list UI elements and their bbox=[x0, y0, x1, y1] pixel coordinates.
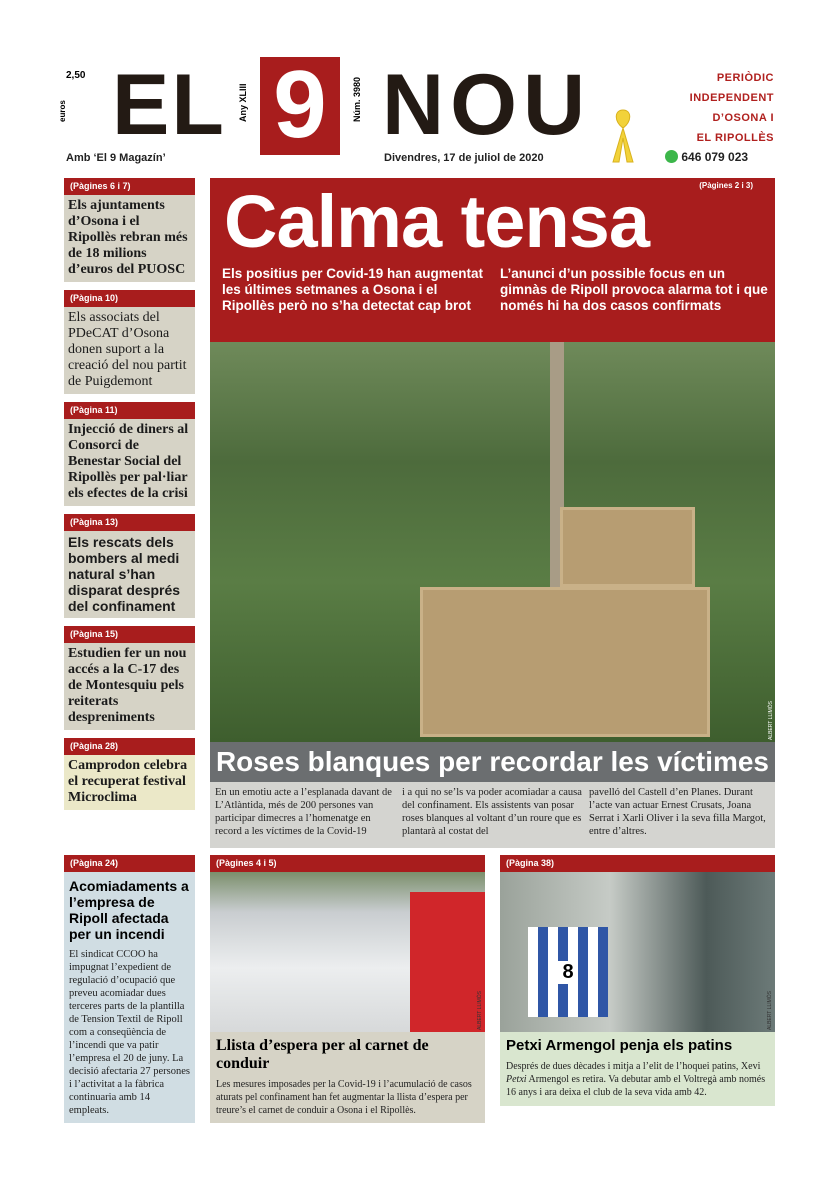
jersey-number: 8 bbox=[558, 961, 577, 984]
page-ref: (Pàgina 13) bbox=[64, 514, 195, 531]
lead-deck-right: L’anunci d’un possible focus en un gimnàs de Ripoll provoca alarma tot i que només hi ha dos casos confirmats bbox=[500, 266, 768, 313]
body-text: Armengol es retira. Va debutar amb el Voltregà amb només 16 anys i ara deixa el club de la seva vida amb 42. bbox=[506, 1074, 766, 1098]
photo-story-title-bar bbox=[210, 742, 775, 782]
page-ref: (Pàgines 4 i 5) bbox=[210, 855, 485, 872]
photo-credit: ALBERT LLIMÓS bbox=[477, 991, 483, 1030]
year-label: Any XLIII bbox=[238, 83, 248, 122]
story-body: Les mesures imposades per la Covid-19 i l’acumulació de casos aturats pel confinament han fet augmentar la llista d’espera per treure’s el carnet de conduir a Osona i el Ripollès. bbox=[216, 1079, 472, 1116]
page-ref: (Pàgina 10) bbox=[64, 290, 195, 307]
story-title: Injecció de diners al Consorci de Benestar Social del Ripollès per pal·liar els efectes de la crisi bbox=[64, 419, 195, 506]
story-body bbox=[500, 1060, 775, 1099]
page-ref: (Pàgines 6 i 7) bbox=[64, 178, 195, 195]
car-photo bbox=[210, 872, 485, 1032]
tagline bbox=[690, 68, 774, 148]
planter bbox=[420, 587, 710, 737]
player-photo bbox=[500, 872, 775, 1032]
page-ref: (Pàgina 15) bbox=[64, 626, 195, 643]
jersey bbox=[528, 927, 608, 1017]
sidebar-story[interactable] bbox=[64, 738, 195, 810]
nickname: Petxi bbox=[506, 1074, 527, 1085]
logo-el: EL bbox=[112, 57, 226, 153]
issue-date: Divendres, 17 de juliol de 2020 bbox=[384, 152, 544, 164]
story-title: Acomiadaments a l’empresa de Ripoll afectada per un incendi bbox=[69, 878, 189, 942]
currency: euros bbox=[58, 100, 67, 122]
tagline-line: EL RIPOLLÈS bbox=[696, 132, 774, 144]
lead-photo bbox=[210, 342, 775, 742]
bottom-story[interactable] bbox=[64, 855, 195, 1123]
lead-deck-left: Els positius per Covid-19 han augmentat les últimes setmanes a Osona i el Ripollès però no s’ha detectat cap brot bbox=[222, 266, 484, 313]
tagline-line: D’OSONA I bbox=[712, 112, 774, 124]
photo-credit: ALBERT LLIMÓS bbox=[767, 991, 773, 1030]
text-column: En un emotiu acte a l’esplanada davant de L’Atlàntida, més de 200 persones van participar dimecres a l’homenatge en record a les víctimes de la Covid-19 bbox=[215, 787, 392, 837]
story-title: Els associats del PDeCAT d’Osona donen suport a la creació del nou partit de Puigdemont bbox=[64, 307, 195, 394]
sidebar-story[interactable] bbox=[64, 178, 195, 282]
bottom-story[interactable] bbox=[210, 855, 485, 1123]
lead-headline: Calma tensa bbox=[224, 180, 649, 263]
story-title: Camprodon celebra el recuperat festival Microclima bbox=[64, 755, 195, 810]
page-ref: (Pàgina 28) bbox=[64, 738, 195, 755]
phone-number: 646 079 023 bbox=[681, 150, 749, 164]
story-title: Llista d’espera per al carnet de conduir bbox=[216, 1037, 429, 1072]
story-body: El sindicat CCOO ha impugnat l’expedient de regulació d’ocupació que preveu acomiadar dues terceres parts de la plantilla de Tension Textil de Ripoll com a conseqüència de l’incendi que va patir l’empresa el 20 de juny. La decisió afectaria 27 persones i l’activitat a la fàbrica continuaria amb 14 empleats. bbox=[69, 949, 190, 1116]
sidebar-story[interactable] bbox=[64, 514, 195, 618]
page-ref: (Pàgina 11) bbox=[64, 402, 195, 419]
page-ref: (Pàgina 24) bbox=[64, 855, 195, 872]
tagline-line: INDEPENDENT bbox=[689, 92, 774, 104]
bottom-story[interactable] bbox=[500, 855, 775, 1106]
photo-story-title: Roses blanques per recordar les víctimes bbox=[216, 746, 769, 777]
lead-header[interactable] bbox=[210, 178, 775, 342]
story-title: Estudien fer un nou accés a la C-17 des de Montesquiu pels reiterats despreniments bbox=[64, 643, 195, 730]
text-column: pavelló del Castell d’en Planes. Durant l’acte van actuar Ernest Crusats, Joana Serrat i Xarli Oliver i la seva filla Margot, entre d’altres. bbox=[589, 787, 766, 837]
story-title: Petxi Armengol penja els patins bbox=[506, 1037, 733, 1054]
page-ref: (Pàgina 38) bbox=[500, 855, 775, 872]
price: 2,50 bbox=[66, 70, 86, 81]
text-column: i a qui no se’ls va poder acomiadar a causa del confinament. Els assistents van posar roses blanques al voltant d’un roure que es plantarà al costat del bbox=[402, 787, 582, 837]
tagline-line: PERIÒDIC bbox=[716, 72, 774, 84]
sidebar-story[interactable] bbox=[64, 402, 195, 506]
body-text: Després de dues dècades i mitja a l’elit de l’hoquei patins, Xevi bbox=[506, 1061, 761, 1072]
whatsapp-icon bbox=[665, 150, 678, 163]
supplement-note: Amb ‘El 9 Magazín’ bbox=[66, 152, 166, 164]
car-red-panel bbox=[410, 892, 485, 1032]
photo-story-body bbox=[210, 782, 775, 848]
page-ref: (Pàgines 2 i 3) bbox=[699, 181, 753, 190]
phone bbox=[665, 150, 748, 164]
photo-credit: ALBERT LLIMÓS bbox=[768, 701, 774, 740]
yellow-ribbon-icon bbox=[610, 108, 636, 164]
logo-nou: NOU bbox=[382, 57, 592, 153]
issue-number: Núm. 3980 bbox=[352, 76, 362, 122]
story-title: Els rescats dels bombers al medi natural s’han disparat després del confinament bbox=[64, 531, 195, 618]
logo-nine: 9 bbox=[260, 57, 340, 155]
sidebar-story[interactable] bbox=[64, 626, 195, 730]
sidebar bbox=[64, 178, 195, 810]
story-title: Els ajuntaments d’Osona i el Ripollès rebran més de 18 milions d’euros del PUOSC bbox=[64, 195, 195, 282]
planter bbox=[560, 507, 695, 587]
sidebar-story[interactable] bbox=[64, 290, 195, 394]
